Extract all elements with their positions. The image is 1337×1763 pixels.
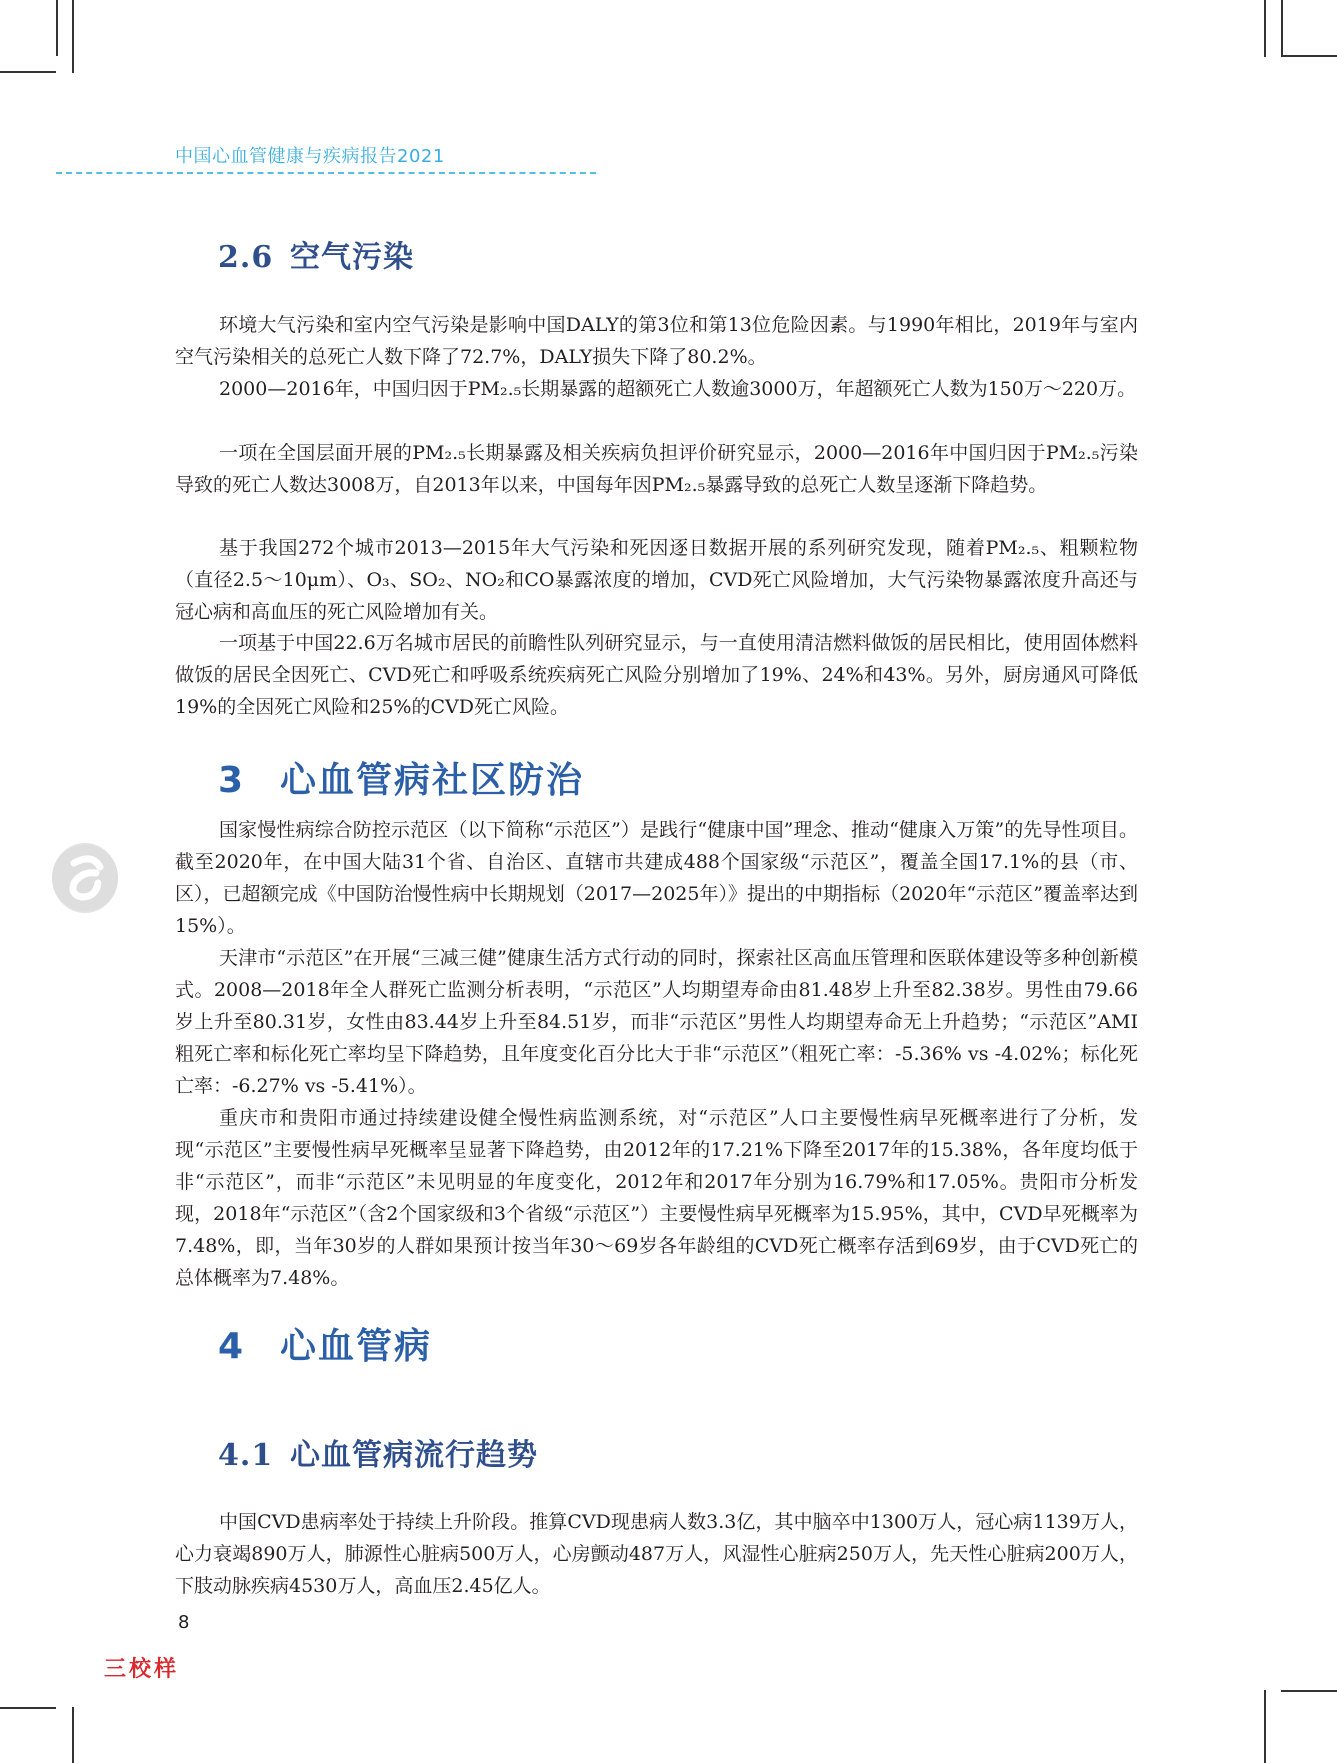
crop-mark (72, 0, 74, 73)
section-title: 空气污染 (290, 240, 414, 275)
section-title: 心血管病 (280, 1326, 433, 1367)
publisher-logo-icon (52, 843, 118, 913)
paragraph: 重庆市和贵阳市通过持续建设健全慢性病监测系统，对“示范区”人口主要慢性病早死概率进行了分析，发现“示范区”主要慢性病早死概率呈显著下降趋势，由2012年的17.21%下降至2017年的15.38%，各年度均低于非“示范区”，而非“示范区”未见明显的年度变化，2012年和2017年分别为16.79%和17.05%。贵阳市分析发现，2018年“示范区”（含2个国家级和3个省级“示范区”）主要慢性病早死概率为15.95%，其中，CVD早死概率为7.48%，即，当年30岁的人群如果预计按当年30～69岁各年龄组的CVD死亡概率存活到69岁，由于CVD死亡的总体概率为7.48%。 (175, 1107, 1138, 1289)
paragraph: 2000—2016年，中国归因于PM₂.₅长期暴露的超额死亡人数逾3000万，年超额死亡人数为150万～220万。 (219, 378, 1137, 400)
running-head: 中国心血管健康与疾病报告2021 (175, 146, 445, 167)
paragraph: 中国CVD患病率处于持续上升阶段。推算CVD现患病人数3.3亿，其中脑卒中1300万人，冠心病1139万人，心力衰竭890万人，肺源性心脏病500万人，心房颤动487万人，风湿性心脏病250万人，先天性心脏病200万人，下肢动脉疾病4530万人，高血压2.45亿人。 (175, 1511, 1138, 1597)
section-number: 4.1 (218, 1438, 274, 1473)
section-title: 心血管病社区防治 (280, 760, 585, 801)
proof-stamp: 三校样 (104, 1656, 180, 1682)
crop-mark (1281, 1690, 1337, 1692)
crop-mark (1281, 0, 1283, 57)
paragraph: 一项在全国层面开展的PM₂.₅长期暴露及相关疾病负担评价研究显示，2000—2016年中国归因于PM₂.₅污染导致的死亡人数达3008万，自2013年以来，中国每年因PM₂.₅暴露导致的总死亡人数呈逐渐下降趋势。 (175, 442, 1138, 496)
section-heading-2-6 (218, 232, 414, 276)
crop-mark (1264, 0, 1266, 57)
section-title: 心血管病流行趋势 (290, 1438, 538, 1473)
crop-mark (0, 1707, 56, 1709)
section-heading-4-1 (218, 1430, 538, 1474)
paragraph: 天津市“示范区”在开展“三减三健”健康生活方式行动的同时，探索社区高血压管理和医联体建设等多种创新模式。2008—2018年全人群死亡监测分析表明，“示范区”人均期望寿命由81.48岁上升至82.38岁。男性由79.66岁上升至80.31岁，女性由83.44岁上升至84.51岁，而非“示范区”男性人均期望寿命无上升趋势；“示范区”AMI粗死亡率和标化死亡率均呈下降趋势，且年度变化百分比大于非“示范区”（粗死亡率：-5.36% vs -4.02%；标化死亡率：-6.27% vs -5.41%）。 (175, 947, 1138, 1097)
section-heading-4 (218, 1318, 432, 1369)
paragraph: 基于我国272个城市2013—2015年大气污染和死因逐日数据开展的系列研究发现，随着PM₂.₅、粗颗粒物（直径2.5～10μm）、O₃、SO₂、NO₂和CO暴露浓度的增加，CVD死亡风险增加，大气污染物暴露浓度升高还与冠心病和高血压的死亡风险增加有关。 (175, 537, 1138, 623)
section-number: 4 (218, 1326, 246, 1367)
header-dashed-rule (56, 172, 596, 174)
crop-mark (56, 0, 58, 56)
section-number: 3 (218, 760, 246, 801)
paragraph: 国家慢性病综合防控示范区（以下简称“示范区”）是践行“健康中国”理念、推动“健康入万策”的先导性项目。截至2020年，在中国大陆31个省、自治区、直辖市共建成488个国家级“示范区”，覆盖全国17.1%的县（市、区），已超额完成《中国防治慢性病中长期规划（2017—2025年）》提出的中期指标（2020年“示范区”覆盖率达到15%）。 (175, 819, 1138, 937)
section-number: 2.6 (218, 240, 274, 275)
crop-mark (0, 71, 56, 73)
paragraph: 一项基于中国22.6万名城市居民的前瞻性队列研究显示，与一直使用清洁燃料做饭的居民相比，使用固体燃料做饭的居民全因死亡、CVD死亡和呼吸系统疾病死亡风险分别增加了19%、24%和43%。另外，厨房通风可降低19%的全因死亡风险和25%的CVD死亡风险。 (175, 632, 1138, 718)
section-heading-3 (218, 752, 584, 803)
crop-mark (1281, 55, 1337, 57)
crop-mark (1264, 1690, 1266, 1763)
page-number: 8 (178, 1612, 190, 1633)
paragraph: 环境大气污染和室内空气污染是影响中国DALY的第3位和第13位危险因素。与1990年相比，2019年与室内空气污染相关的总死亡人数下降了72.7%，DALY损失下降了80.2%。 (175, 314, 1138, 368)
crop-mark (72, 1707, 74, 1763)
